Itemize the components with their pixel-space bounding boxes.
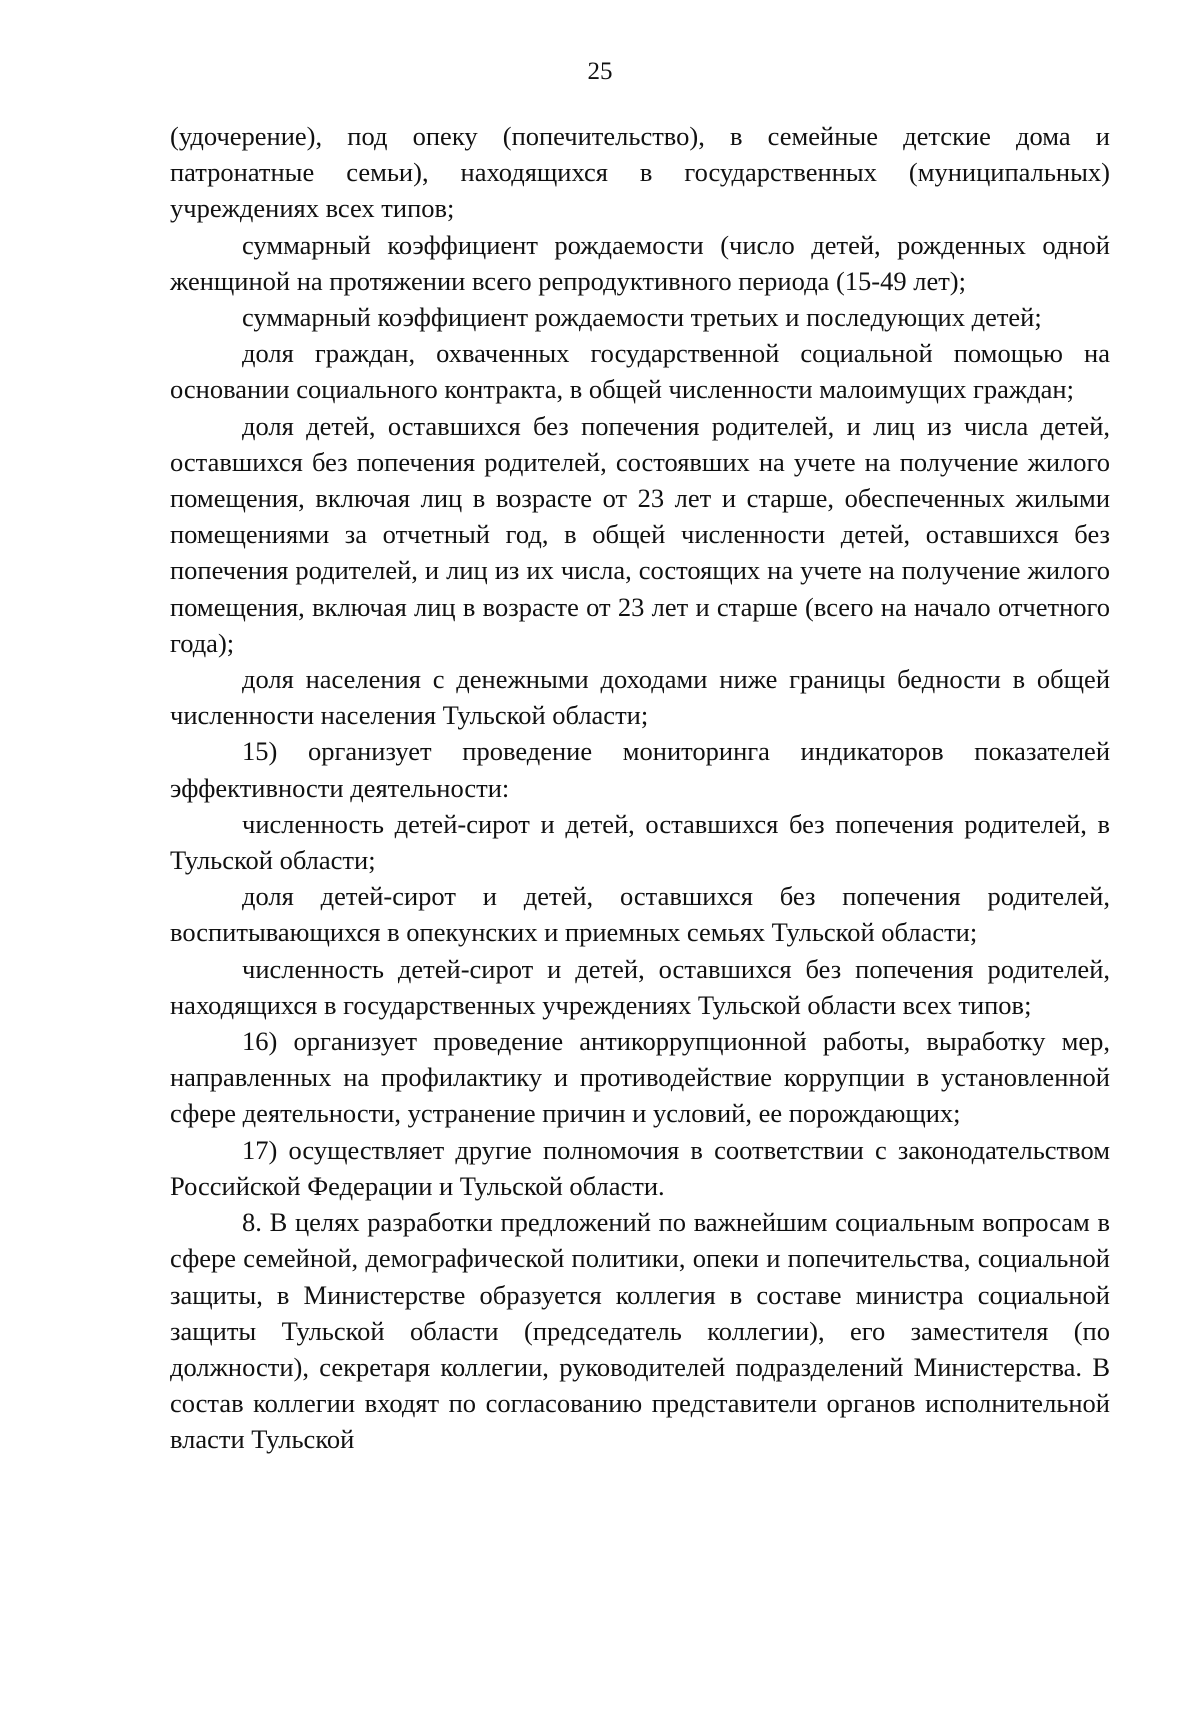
paragraph-social-contract: доля граждан, охваченных государственной социальной помощью на основании социального контракта, в общей численности малоимущих граждан;	[170, 338, 1110, 405]
paragraph-item-17: 17) осуществляет другие полномочия в соответствии с законодательством Российской Федерации и Тульской области.	[170, 1134, 1110, 1201]
paragraph-orphans-foster-share: доля детей-сирот и детей, оставшихся без попечения родителей, воспитывающихся в опекунских и приемных семьях Тульской области;	[170, 881, 1110, 948]
paragraph-housing-orphans: доля детей, оставшихся без попечения родителей, и лиц из числа детей, оставшихся без попечения родителей, состоявших на учете на получение жилого помещения, включая лиц в возрасте от 23 лет и старше, обеспеченных жилыми помещениями за отчетный год, в общей численности детей, оставшихся без попечения родителей, и лиц из их числа, состоящих на учете на получение жилого помещения, включая лиц в возрасте от 23 лет и старше (всего на начало отчетного года);	[170, 410, 1110, 658]
page-number: 25	[587, 58, 613, 85]
paragraph-orphans-institutions: численность детей-сирот и детей, оставшихся без попечения родителей, находящихся в государственных учреждениях Тульской области всех типов;	[170, 953, 1110, 1020]
paragraph-poverty-share: доля населения с денежными доходами ниже границы бедности в общей численности населения Тульской области;	[170, 664, 1110, 731]
paragraph-item-15: 15) организует проведение мониторинга индикаторов показателей эффективности деятельности:	[170, 736, 1110, 803]
document-body	[170, 118, 1110, 1458]
paragraph-item-16: 16) организует проведение антикоррупционной работы, выработку мер, направленных на профилактику и противодействие коррупции в установленной сфере деятельности, устранение причин и условий, ее порождающих;	[170, 1026, 1110, 1129]
paragraph-continuation: (удочерение), под опеку (попечительство), в семейные детские дома и патронатные семьи), находящихся в государственных (муниципальных) учреждениях всех типов;	[170, 121, 1110, 224]
paragraph-fertility-rate: суммарный коэффициент рождаемости (число детей, рожденных одной женщиной на протяжении всего репродуктивного периода (15-49 лет);	[170, 229, 1110, 296]
paragraph-section-8: 8. В целях разработки предложений по важнейшим социальным вопросам в сфере семейной, демографической политики, опеки и попечительства, социальной защиты, в Министерстве образуется коллегия в составе министра социальной защиты Тульской области (председатель коллегии), его заместителя (по должности), секретаря коллегии, руководителей подразделений Министерства. В состав коллегии входят по согласованию представители органов исполнительной власти Тульской	[170, 1207, 1110, 1455]
paragraph-orphans-count: численность детей-сирот и детей, оставшихся без попечения родителей, в Тульской области;	[170, 808, 1110, 876]
paragraph-fertility-third-children: суммарный коэффициент рождаемости третьих и последующих детей;	[242, 302, 1042, 333]
